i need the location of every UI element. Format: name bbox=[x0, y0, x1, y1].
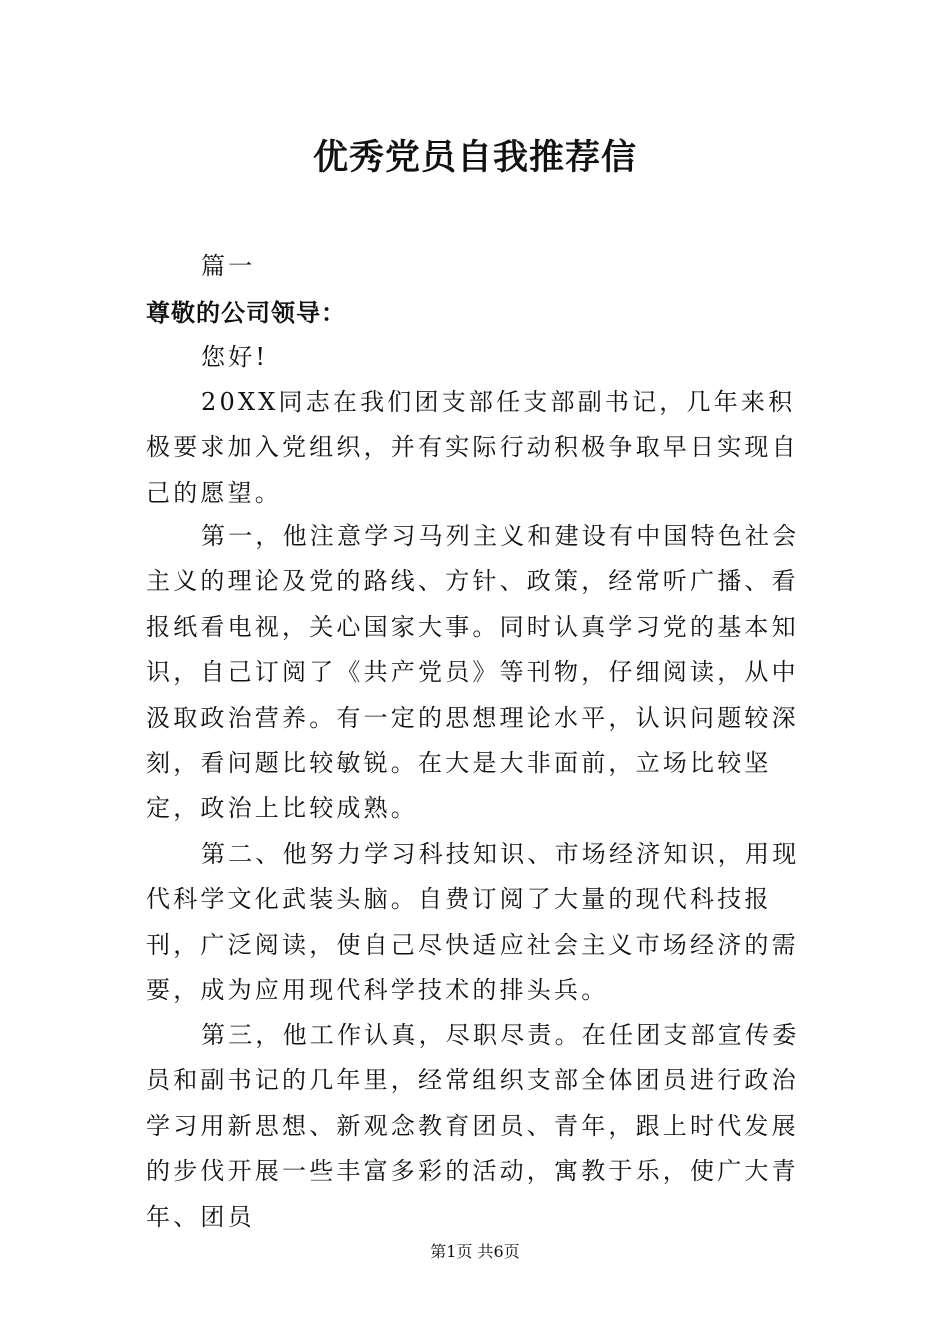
section-label: 篇一 bbox=[201, 252, 256, 280]
salutation: 尊敬的公司领导： bbox=[146, 298, 346, 327]
paragraph-2: 第一，他注意学习马列主义和建设有中国特色社会主义的理论及党的路线、方针、政策，经常听广播、看报纸看电视，关心国家大事。同时认真学习党的基本知识，自己订阅了《共产党员》等刊物，仔细阅读，从中汲取政治营养。有一定的思想理论水平，认识问题较深刻，看问题比较敏锐。在大是大非面前，立场比较坚定，政治上比较成熟。 bbox=[146, 522, 800, 823]
paragraph-4: 第三，他工作认真，尽职尽责。在任团支部宣传委员和副书记的几年里，经常组织支部全体团员进行政治学习用新思想、新观念教育团员、青年，跟上时代发展的步伐开展一些丰富多彩的活动，寓教于乐，使广大青年、团员 bbox=[146, 1021, 800, 1231]
document-title: 优秀党员自我推荐信 bbox=[312, 137, 637, 178]
page-footer: 第1页 共6页 bbox=[430, 1242, 520, 1261]
paragraph-3: 第二、他努力学习科技知识、市场经济知识，用现代科学文化武装头脑。自费订阅了大量的现代科技报刊，广泛阅读，使自己尽快适应社会主义市场经济的需要，成为应用现代科学技术的排头兵。 bbox=[146, 840, 800, 1005]
greeting: 您好! bbox=[201, 343, 269, 371]
paragraph-1: 20XX同志在我们团支部任支部副书记，几年来积极要求加入党组织，并有实际行动积极争取早日实现自己的愿望。 bbox=[146, 388, 799, 507]
